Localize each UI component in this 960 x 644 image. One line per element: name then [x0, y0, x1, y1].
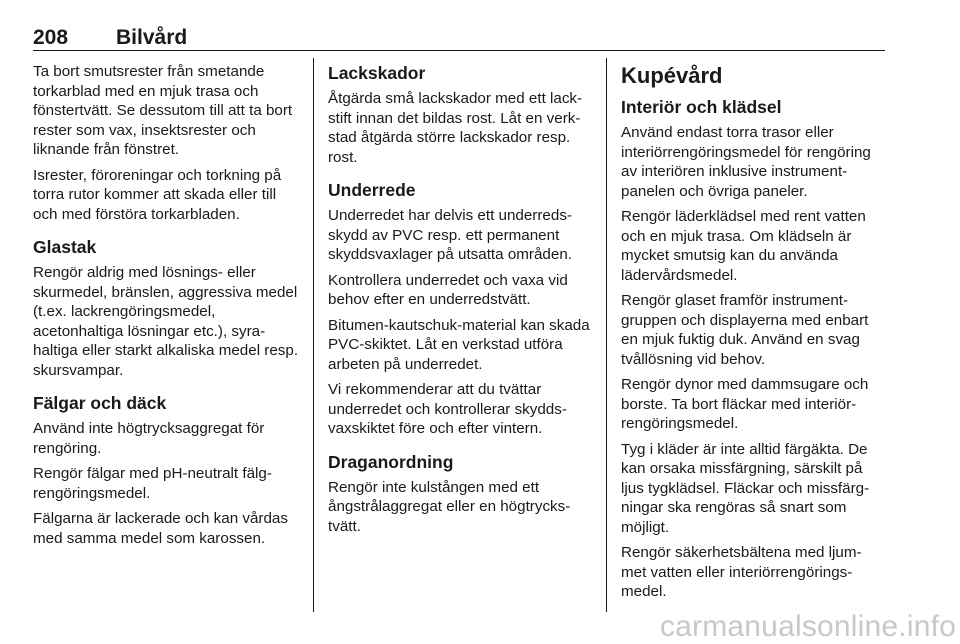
paragraph: Vi rekommenderar att du tvättar underredet och kontrollerar skydds-vaxskiktet före och efter vintern. [328, 381, 567, 437]
paragraph: Rengör läderklädsel med rent vatten och en mjuk trasa. Om klädseln är mycket smutsig kan du använda lädervårdsmedel. [621, 208, 866, 284]
paragraph: Rengör inte kulstången med ett ångstrålaggregat eller en högtrycks-tvätt. [328, 478, 571, 535]
paragraph: Använd inte högtrycksaggregat för rengöring. [33, 420, 265, 457]
column-divider-2 [606, 58, 607, 612]
column-3 [621, 62, 886, 608]
paragraph: Rengör fälgar med pH-neutralt fälg-rengöringsmedel. [33, 465, 272, 502]
paragraph: Isrester, föroreningar och torkning på torra rutor kommer att skada eller till och med förstöra torkarbladen. [33, 166, 282, 223]
paragraph: Rengör glaset framför instrument-gruppen och displayerna med enbart en mjuk fuktig duk. Använd en svag tvållösning vid behov. [621, 292, 869, 368]
paragraph: Rengör säkerhetsbältena med ljum-met vatten eller interiörrengörings-medel. [621, 544, 862, 600]
paragraph: Fälgarna är lackerade och kan vårdas med samma medel som karossen. [33, 510, 288, 547]
paragraph: Kontrollera underredet och vaxa vid behov efter en underredstvätt. [328, 271, 568, 308]
header-divider [33, 50, 885, 51]
heading-kupevard: Kupévård [621, 63, 723, 88]
heading-draganordning: Draganordning [328, 451, 454, 472]
paragraph: Rengör dynor med dammsugare och borste. Ta bort fläckar med interiör-rengöringsmedel. [621, 376, 869, 432]
section-title: Bilvård [116, 26, 188, 49]
paragraph: Bitumen-kautschuk-material kan skada PVC-skiktet. Låt en verkstad utföra arbeten på underredet. [328, 316, 590, 373]
paragraph: Åtgärda små lackskador med ett lack-stift innan det bildas rost. Låt en verk-stad åtgärda större lackskador resp. rost. [328, 90, 583, 166]
column-2 [328, 62, 596, 542]
heading-interior: Interiör och klädsel [621, 97, 782, 117]
heading-lackskador: Lackskador [328, 63, 426, 83]
paragraph: Ta bort smutsrester från smetande torkarblad med en mjuk trasa och fönstertvätt. Se dessutom till att ta bort rester som vax, insektsrester och liknande från fönstret. [33, 63, 293, 158]
page-header [33, 26, 885, 52]
heading-falgar: Fälgar och däck [33, 393, 167, 413]
watermark: carmanualsonline.info [659, 610, 956, 643]
column-divider-1 [313, 58, 314, 612]
paragraph: Använd endast torra trasor eller interiörrengöringsmedel för rengöring av interiören inklusive instrument-panelen och övriga paneler. [621, 124, 871, 200]
paragraph: Underredet har delvis ett underreds-skydd av PVC resp. ett permanent skyddsvaxlager på utsatta områden. [328, 207, 572, 263]
page-number: 208 [33, 26, 69, 49]
column-1 [33, 62, 301, 554]
paragraph: Tyg i kläder är inte alltid färgäkta. De kan orsaka missfärgning, särskilt på ljus tygklädsel. Fläckar och missfärg-ningar ska rengöras så snart som möjligt. [621, 440, 870, 536]
heading-glastak: Glastak [33, 237, 97, 257]
heading-underrede: Underrede [328, 180, 416, 200]
paragraph: Rengör aldrig med lösnings- eller skurmedel, bränslen, aggressiva medel (t.ex. lackrengöringsmedel, acetonhaltiga lösningar etc.), syra-haltiga eller starkt alkaliska medel resp. skursvampar. [33, 264, 299, 379]
